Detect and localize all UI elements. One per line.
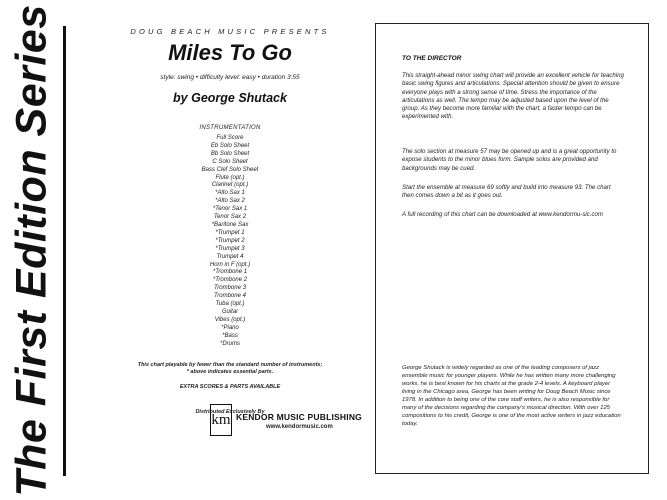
instrumentation-heading: INSTRUMENTATION (199, 125, 261, 131)
instrument-item: Bb Solo Sheet (210, 150, 250, 157)
presents-line: DOUG BEACH MUSIC PRESENTS (130, 27, 330, 36)
instrument-item: *Trombone 2 (212, 277, 248, 284)
director-notes-box (375, 23, 649, 474)
instrument-item: *Piano (221, 324, 239, 331)
instrument-item: Trombone 3 (214, 285, 246, 292)
extra-scores-note: EXTRA SCORES & PARTS AVAILABLE (179, 384, 281, 390)
instrument-item: Bass Clef Solo Sheet (201, 166, 259, 173)
instrument-item: Tuba (opt.) (215, 301, 245, 308)
piece-title: Miles To Go (168, 40, 292, 65)
instrument-item: *Baritone Sax (211, 221, 249, 228)
instrument-item: Trumpet 4 (216, 253, 244, 260)
instrument-item: *Tenor Sax 1 (212, 206, 248, 213)
instrument-item: *Alto Sax 1 (215, 190, 245, 197)
instrument-item: Vibes (opt.) (214, 316, 246, 323)
instrument-item: Full Score (216, 135, 244, 141)
instrument-item: *Alto Sax 2 (215, 198, 245, 205)
instrument-item: *Trumpet 2 (215, 237, 245, 244)
publisher-logo: km (210, 404, 232, 436)
vertical-divider (63, 26, 66, 476)
composer: by George Shutack (173, 91, 287, 105)
instrument-item: Clarinet (opt.) (211, 182, 249, 189)
director-paragraph-4: A full recording of this chart can be downloaded at www.kendormu-sic.com (402, 211, 603, 218)
composer-bio: George Shutack is widely regarded as one of the leading composers of jazz ensemble music for younger players. While he has written many more challenging works, he is best known for his charts at the grade 2-4 levels. A keyboard player living in the Chicago area, George has been writing for Doug Beach Music since 1978. In addition to being one of the core staff writers, he is also responsible for many of the decisions regarding the company's musical direction. With over 125 compositions to his credit, George is one of the most active writers in jazz education today. (402, 365, 621, 427)
publisher-name: KENDOR MUSIC PUBLISHING (236, 412, 362, 422)
director-paragraph-1: This straight-ahead minor swing chart will provide an excellent vehicle for teaching basic swing figures and articulations. Special attention should be given to ensure everyone plays with a strong sense of time. Stress the importance of the articulations as well. The tempo may be adjusted based upon the level of the group. As they become more familiar with the chart, a faster tempo can be experimented with. (402, 72, 624, 121)
playable-note-line-1: This chart playable by fewer than the standard number of instruments; (137, 362, 323, 368)
distributed-by: Distributed Exclusively By (195, 409, 265, 415)
instrument-item: Horn in F (opt.) (209, 261, 251, 268)
instrument-item: Tenor Sax 2 (213, 214, 247, 221)
instrument-item: C Solo Sheet (212, 158, 248, 165)
instrument-item: Flute (opt.) (215, 174, 245, 181)
director-paragraph-2: The solo section at measure 57 may be opened up and is a great opportunity to expose students to the minor blues form. Sample solos are provided and backgrounds may be cued. (402, 148, 617, 172)
cover-panel (70, 0, 370, 500)
instrument-item: *Drums (219, 340, 240, 347)
instrument-item: Trombone 4 (214, 293, 246, 300)
director-heading: TO THE DIRECTOR (402, 55, 462, 62)
instrument-item: *Trombone 1 (212, 269, 248, 276)
series-title (0, 4, 65, 497)
playable-note-line-2: * above indicates essential parts. (186, 369, 274, 375)
playable-note (90, 362, 370, 376)
instrument-item: *Trumpet 1 (215, 229, 245, 236)
publisher-website: www.kendormusic.com (266, 424, 333, 430)
director-paragraph-3: Start the ensemble at measure 69 softly and build into measure 93. The chart then comes down a bit as it goes out. (402, 184, 611, 200)
instrument-item: *Bass (222, 332, 238, 339)
instrument-item: Eb Solo Sheet (210, 142, 250, 149)
instrument-item: Guitar (221, 308, 239, 315)
instrumentation-list (110, 135, 350, 348)
instrument-item: *Trumpet 3 (215, 245, 245, 252)
series-title-text: The First Edition Series (8, 4, 57, 497)
style-line: style: swing • difficulty level: easy • duration 3:55 (160, 74, 300, 81)
